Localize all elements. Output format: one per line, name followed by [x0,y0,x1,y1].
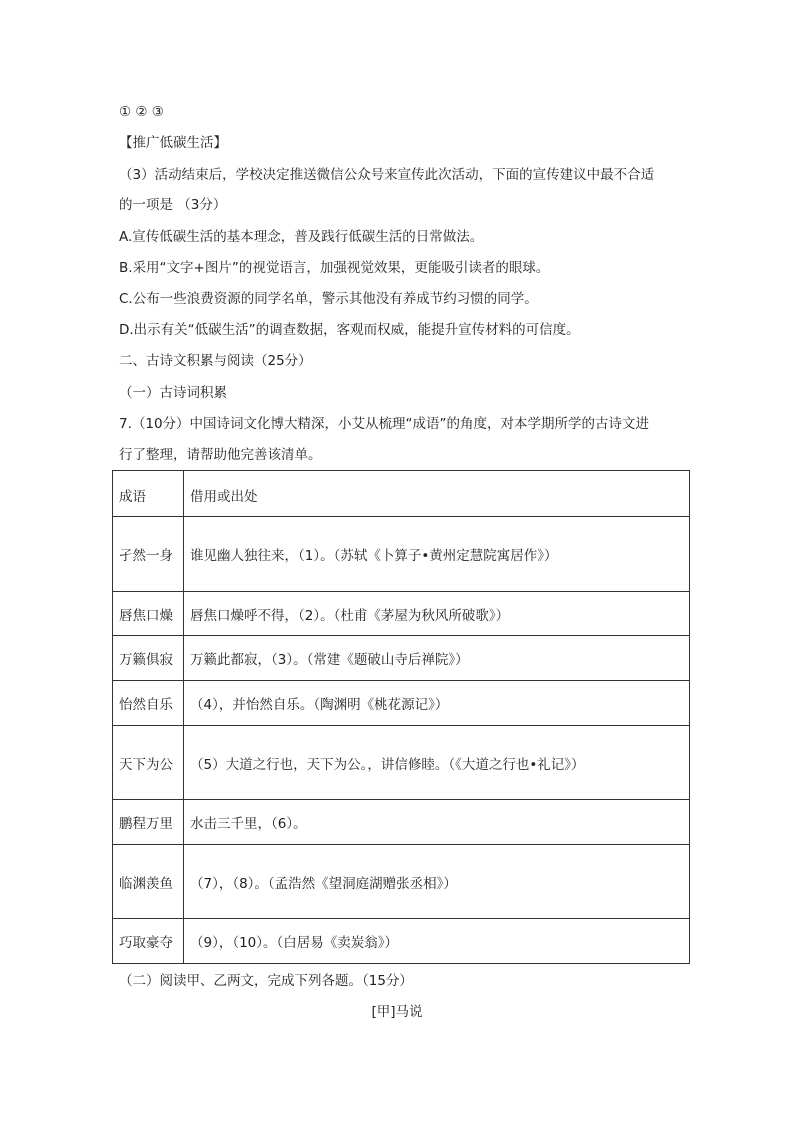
table-row [113,845,690,919]
question7-text-line2: 行了整理，请帮助他完善该清单。 [119,447,322,463]
circled-markers: ① ② ③ [119,104,164,120]
table-row [113,919,690,964]
table-row [113,636,690,681]
source-cell: 唇焦口燥呼不得，（2）。（杜甫《茅屋为秋风所破歌》） [184,592,690,636]
source-cell: （5）大道之行也，天下为公。，讲信修睦。（《大道之行也•礼记》） [184,726,690,800]
table-row [113,592,690,636]
table-row [113,726,690,800]
table-header-idiom: 成语 [113,471,184,517]
idiom-cell: 临渊羡鱼 [113,845,184,919]
table-row [113,681,690,726]
subsection1-title: （一）古诗词积累 [119,385,227,401]
option-b: B.采用“文字+图片”的视觉语言，加强视觉效果，更能吸引读者的眼球。 [119,260,550,276]
idiom-cell: 怡然自乐 [113,681,184,726]
table-row [113,800,690,845]
question3-text-line1: （3）活动结束后，学校决定推送微信公众号来宣传此次活动，下面的宣传建议中最不合适 [119,167,655,183]
option-d: D.出示有关“低碳生活”的调查数据，客观而权威，能提升宣传材料的可信度。 [119,322,580,338]
source-cell: （7），（8）。（孟浩然《望洞庭湖赠张丞相》） [184,845,690,919]
table-row [113,517,690,592]
idiom-cell: 唇焦口燥 [113,592,184,636]
idiom-table [112,470,690,964]
question7-text-line1: 7.（10分）中国诗词文化博大精深，小艾从梳理“成语”的角度，对本学期所学的古诗文进 [119,416,650,432]
option-a: A.宣传低碳生活的基本理念，普及践行低碳生活的日常做法。 [119,229,484,245]
idiom-cell: 孑然一身 [113,517,184,592]
source-cell: （4），并怡然自乐。（陶渊明《桃花源记》） [184,681,690,726]
idiom-cell: 鹏程万里 [113,800,184,845]
source-cell: 谁见幽人独往来，（1）。（苏轼《卜算子•黄州定慧院寓居作》） [184,517,690,592]
table-header-source: 借用或出处 [184,471,690,517]
idiom-cell: 万籁俱寂 [113,636,184,681]
source-cell: （9），（10）。（白居易《卖炭翁》） [184,919,690,964]
passage-title: [甲]马说 [371,1004,423,1020]
part2-title: 二、古诗文积累与阅读（25分） [119,353,312,369]
table-header-row [113,471,690,517]
source-cell: 水击三千里，（6）。 [184,800,690,845]
section-heading: 【推广低碳生活】 [119,135,227,151]
idiom-cell: 巧取豪夺 [113,919,184,964]
idiom-cell: 天下为公 [113,726,184,800]
question3-text-line2: 的一项是 （3分） [119,197,227,213]
subsection2-title: （二）阅读甲、乙两文，完成下列各题。（15分） [119,973,413,989]
source-cell: 万籁此都寂，（3）。（常建《题破山寺后禅院》） [184,636,690,681]
option-c: C.公布一些浪费资源的同学名单，警示其他没有养成节约习惯的同学。 [119,291,538,307]
